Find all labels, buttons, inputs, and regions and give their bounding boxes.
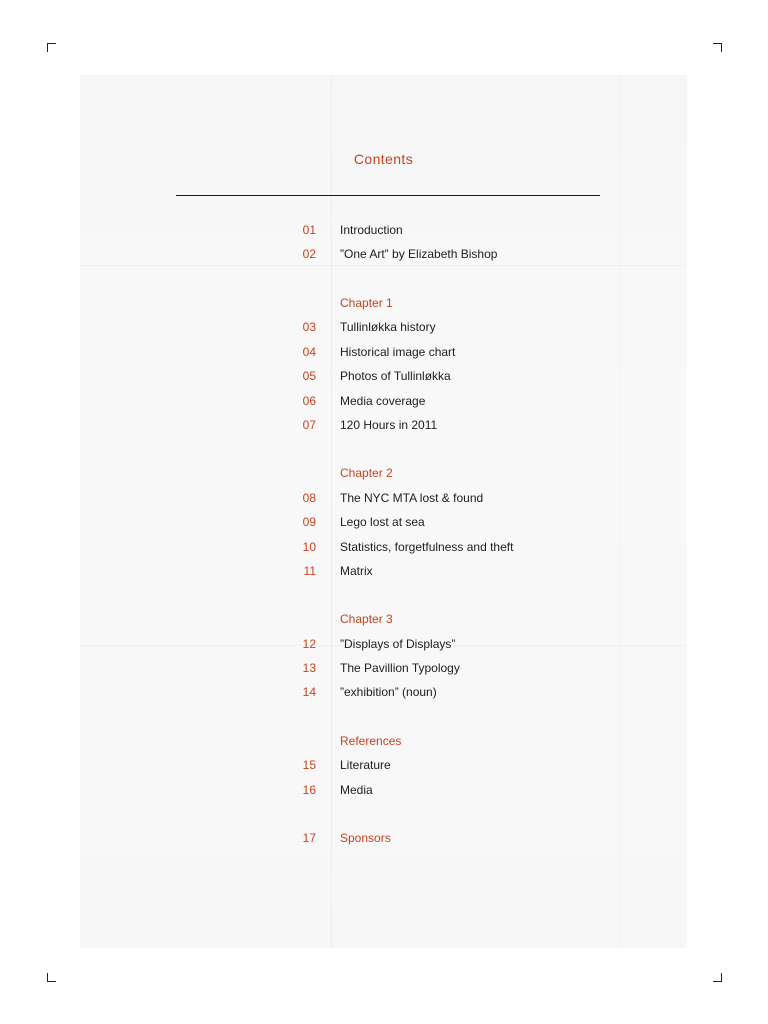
page-title: Contents xyxy=(353,151,414,167)
toc-page-number: 02 xyxy=(302,247,316,261)
toc-page-number: 09 xyxy=(302,515,316,529)
toc-page-number: 08 xyxy=(302,491,316,505)
toc-section-title: Chapter 2 xyxy=(340,466,393,480)
toc-entry-title: Matrix xyxy=(340,564,373,578)
toc-entry xyxy=(80,416,687,434)
toc-entry-title: 120 Hours in 2011 xyxy=(340,418,438,432)
paper-fold xyxy=(620,75,621,948)
toc-section-title: Chapter 3 xyxy=(340,612,393,626)
toc-entry-title: ”Displays of Displays” xyxy=(340,637,456,651)
toc-page-number: 17 xyxy=(302,831,316,845)
toc-section-title: References xyxy=(340,734,402,748)
toc-section-heading xyxy=(80,464,687,482)
toc-section-heading xyxy=(80,610,687,628)
toc-entry xyxy=(80,513,687,531)
toc-page-number: 14 xyxy=(302,685,316,699)
toc-entry xyxy=(80,829,687,847)
toc-entry-title: Media coverage xyxy=(340,394,426,408)
toc-page-number: 16 xyxy=(302,783,316,797)
toc-entry-title: Statistics, forgetfulness and theft xyxy=(340,540,514,554)
toc-entry-title: Tullinløkka history xyxy=(340,320,436,334)
toc-page-number: 05 xyxy=(302,369,316,383)
toc-section-title: Chapter 1 xyxy=(340,296,393,310)
toc-entry-title: Sponsors xyxy=(340,831,391,845)
toc-entry xyxy=(80,318,687,336)
paper-fold xyxy=(80,265,687,266)
toc-entry-title: Photos of Tullinløkka xyxy=(340,369,451,383)
toc-entry xyxy=(80,683,687,701)
toc-entry xyxy=(80,221,687,239)
toc-entry-title: The NYC MTA lost & found xyxy=(340,491,484,505)
crop-mark-top-left xyxy=(47,43,56,52)
toc-entry-title: ”One Art” by Elizabeth Bishop xyxy=(340,247,498,261)
toc-entry-title: Introduction xyxy=(340,223,403,237)
toc-page-number: 15 xyxy=(302,758,316,772)
toc-entry xyxy=(80,245,687,263)
toc-page-number: 11 xyxy=(303,564,316,578)
crop-mark-bottom-left xyxy=(47,973,56,982)
crop-mark-top-right xyxy=(713,43,722,52)
toc-page-number: 04 xyxy=(302,345,316,359)
toc-entry xyxy=(80,489,687,507)
toc-page-number: 07 xyxy=(302,418,316,432)
toc-entry xyxy=(80,756,687,774)
toc-entry-title: ”exhibition” (noun) xyxy=(340,685,437,699)
paper-sheet xyxy=(80,75,687,948)
paper-fold xyxy=(331,75,333,948)
toc-entry-title: Historical image chart xyxy=(340,345,456,359)
toc-section-heading xyxy=(80,294,687,312)
toc-page-number: 06 xyxy=(302,394,316,408)
toc-entry xyxy=(80,781,687,799)
toc-entry-title: Media xyxy=(340,783,373,797)
toc-page-number: 03 xyxy=(302,320,316,334)
toc-entry xyxy=(80,562,687,580)
toc-page-number: 12 xyxy=(302,637,316,651)
toc-entry xyxy=(80,367,687,385)
toc-entry xyxy=(80,392,687,410)
toc-entry xyxy=(80,538,687,556)
toc-section-heading xyxy=(80,732,687,750)
toc-entry-title: The Pavillion Typology xyxy=(340,661,460,675)
toc-entry-title: Lego lost at sea xyxy=(340,515,425,529)
toc-entry xyxy=(80,635,687,653)
toc-entry xyxy=(80,343,687,361)
toc-entry-title: Literature xyxy=(340,758,391,772)
crop-mark-bottom-right xyxy=(713,973,722,982)
toc-page-number: 10 xyxy=(302,540,316,554)
title-divider xyxy=(176,195,600,196)
toc-entry xyxy=(80,659,687,677)
toc-page-number: 01 xyxy=(302,223,316,237)
toc-page-number: 13 xyxy=(302,661,316,675)
